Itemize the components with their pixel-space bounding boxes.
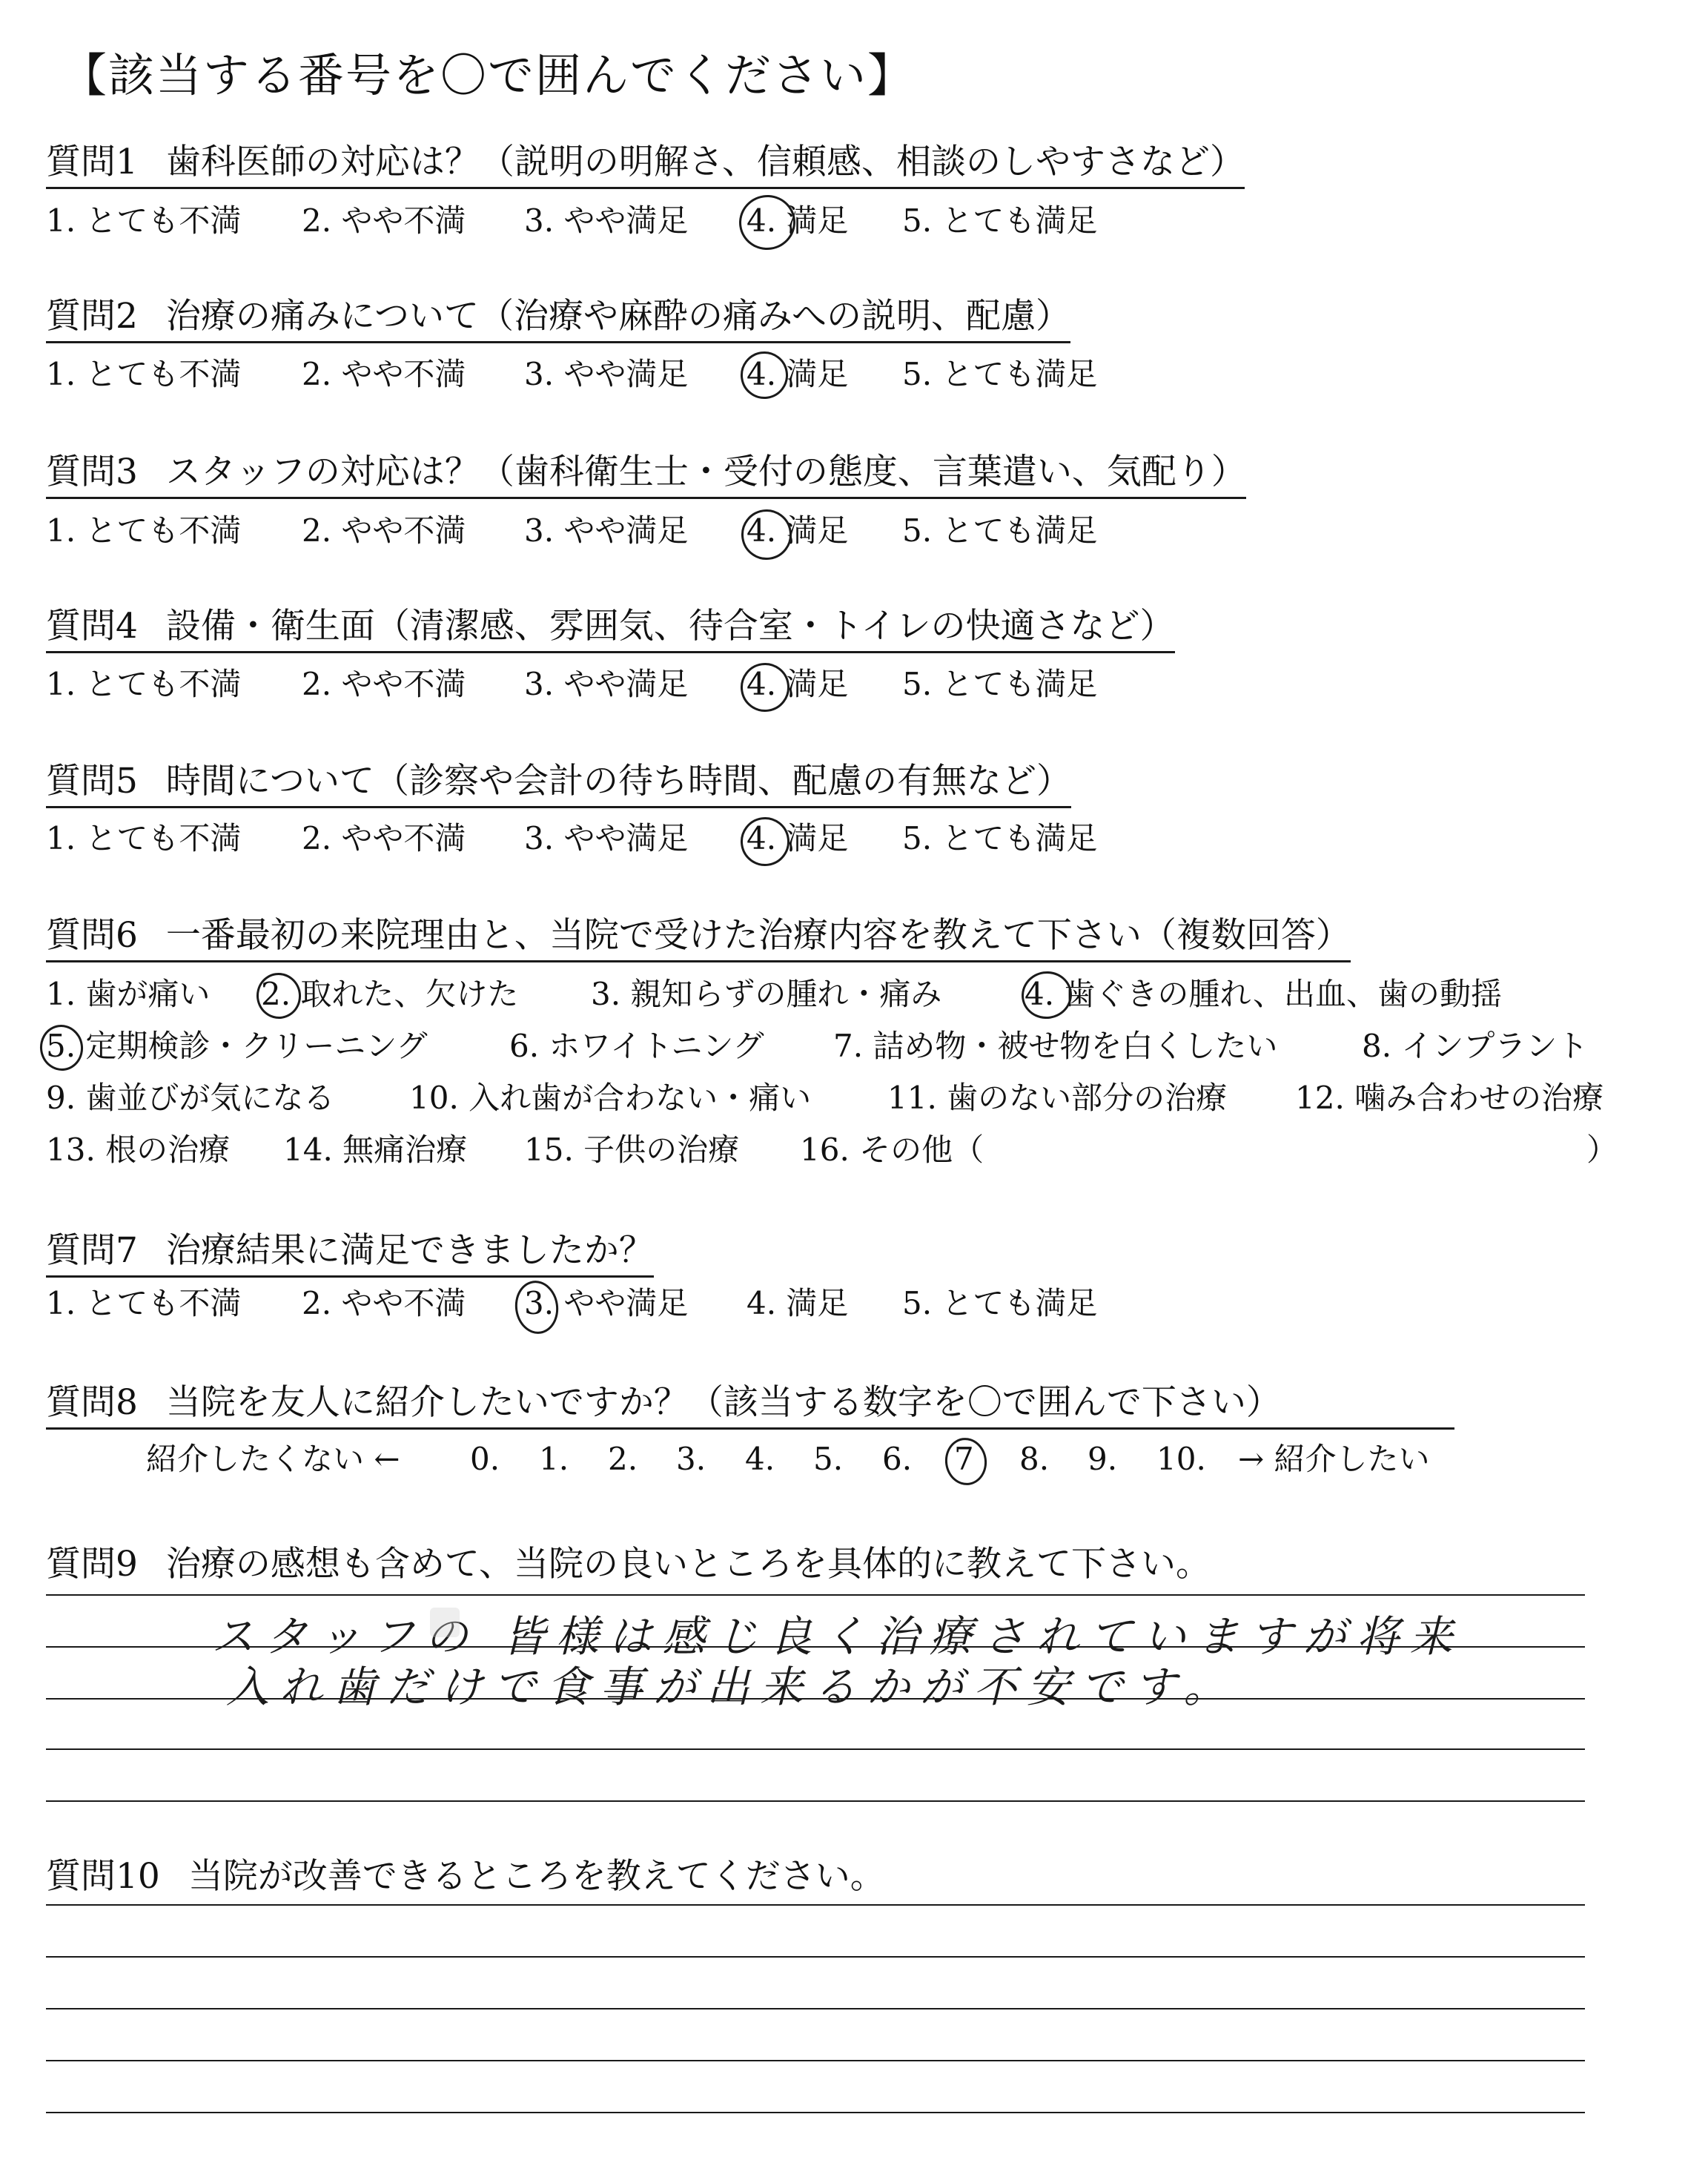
- scale-2[interactable]: 2.: [608, 1441, 638, 1477]
- question-3-text: スタッフの対応は？（歯科衛生士・受付の態度、言葉遣い、気配り）: [165, 452, 1246, 492]
- option-4[interactable]: 4. 満足: [747, 820, 849, 856]
- option-5[interactable]: 5. とても満足: [902, 820, 1098, 856]
- answer-line-4: [46, 1748, 1585, 1750]
- question-8-heading: [46, 1383, 1454, 1430]
- option-3[interactable]: 3. やや満足: [524, 202, 689, 239]
- reason-2[interactable]: 2. 取れた、欠けた: [261, 976, 519, 1012]
- scale-1[interactable]: 1.: [539, 1441, 569, 1477]
- reason-10[interactable]: 10. 入れ歯が合わない・痛い: [409, 1080, 812, 1116]
- question-4-number: 質問4: [46, 606, 138, 647]
- question-3-heading: [46, 452, 1246, 499]
- option-2[interactable]: 2. やや不満: [302, 1285, 466, 1321]
- option-2[interactable]: 2. やや不満: [302, 820, 466, 856]
- question-4-heading: [46, 607, 1175, 653]
- reason-7[interactable]: 7. 詰め物・被せ物を白くしたい: [833, 1028, 1278, 1064]
- option-3[interactable]: 3. やや満足: [524, 820, 689, 856]
- reason-14[interactable]: 14. 無痛治療: [283, 1132, 468, 1168]
- reason-16[interactable]: 16. その他（: [800, 1132, 984, 1168]
- reason-1[interactable]: 1. 歯が痛い: [46, 976, 211, 1012]
- reason-6[interactable]: 6. ホワイトニング: [509, 1028, 764, 1064]
- option-5[interactable]: 5. とても満足: [902, 666, 1098, 702]
- reason-9[interactable]: 9. 歯並びが気になる: [46, 1080, 335, 1116]
- option-3[interactable]: 3. やや満足: [524, 512, 689, 549]
- option-4[interactable]: 4. 満足: [747, 356, 849, 392]
- option-5[interactable]: 5. とても満足: [902, 512, 1098, 549]
- question-6-number: 質問6: [46, 915, 138, 956]
- scale-8[interactable]: 8.: [1019, 1441, 1050, 1477]
- reason-11[interactable]: 11. 歯のない部分の治療: [887, 1080, 1228, 1116]
- option-1[interactable]: 1. とても不満: [46, 356, 242, 392]
- option-4[interactable]: 4. 満足: [747, 202, 849, 239]
- question-7-number: 質問7: [46, 1230, 138, 1271]
- question-2-number: 質問2: [46, 296, 138, 337]
- reason-4[interactable]: 4. 歯ぐきの腫れ、出血、歯の動揺: [1025, 976, 1502, 1012]
- page-title: 【該当する番号を〇で囲んでください】: [61, 48, 916, 102]
- scale-7[interactable]: 7: [954, 1441, 974, 1477]
- reason-13[interactable]: 13. 根の治療: [46, 1132, 231, 1168]
- reason-8[interactable]: 8. インプラント: [1362, 1028, 1589, 1064]
- option-1[interactable]: 1. とても不満: [46, 666, 242, 702]
- selection-circle: [942, 1435, 990, 1487]
- question-10-heading: [46, 1849, 885, 1898]
- answer-line-4: [46, 2060, 1585, 2061]
- handwritten-answer-line-1: スタッフの 皆様は感じ良く治療されていますが将来: [211, 1611, 1463, 1662]
- question-5-text: 時間について（診察や会計の待ち時間、配慮の有無など）: [165, 761, 1071, 802]
- answer-line-1: [46, 1594, 1585, 1596]
- erased-mark: [430, 1608, 460, 1637]
- handwritten-answer-line-2: 入れ歯だけで食事が出来るかが不安です。: [226, 1662, 1237, 1712]
- answer-line-5: [46, 2112, 1585, 2113]
- question-6-text: 一番最初の来院理由と、当院で受けた治療内容を教えて下さい（複数回答）: [165, 915, 1351, 956]
- scale-9[interactable]: 9.: [1088, 1441, 1118, 1477]
- question-4-text: 設備・衛生面（清潔感、雰囲気、待合室・トイレの快適さなど）: [165, 606, 1175, 647]
- question-1-heading: [46, 142, 1245, 189]
- question-10-number: 質問10: [46, 1856, 160, 1897]
- scale-right-label: → 紹介したい: [1238, 1441, 1430, 1477]
- selection-circle: [735, 191, 799, 254]
- option-3[interactable]: 3. やや満足: [524, 356, 689, 392]
- option-5[interactable]: 5. とても満足: [902, 202, 1098, 239]
- question-1-text: 歯科医師の対応は？（説明の明解さ、信頼感、相談のしやすさなど）: [165, 142, 1245, 182]
- question-8-text: 当院を友人に紹介したいですか？（該当する数字を〇で囲んで下さい）: [165, 1382, 1281, 1423]
- scale-4[interactable]: 4.: [745, 1441, 775, 1477]
- other-close-paren: ）: [1586, 1132, 1618, 1168]
- answer-line-3: [46, 2008, 1585, 2009]
- reason-15[interactable]: 15. 子供の治療: [524, 1132, 740, 1168]
- scale-0[interactable]: 0.: [470, 1441, 500, 1477]
- question-3-number: 質問3: [46, 452, 138, 492]
- answer-line-2: [46, 1956, 1585, 1958]
- option-3[interactable]: 3. やや満足: [524, 666, 689, 702]
- option-4[interactable]: 4. 満足: [747, 1285, 849, 1321]
- option-4[interactable]: 4. 満足: [747, 666, 849, 702]
- question-10-text: 当院が改善できるところを教えてください。: [188, 1856, 885, 1897]
- option-2[interactable]: 2. やや不満: [302, 356, 466, 392]
- option-5[interactable]: 5. とても満足: [902, 1285, 1098, 1321]
- reason-12[interactable]: 12. 噛み合わせの治療: [1295, 1080, 1604, 1116]
- scale-10[interactable]: 10.: [1156, 1441, 1206, 1477]
- question-1-number: 質問1: [46, 142, 138, 182]
- question-6-heading: [46, 916, 1351, 962]
- question-2-heading: [46, 297, 1070, 343]
- option-1[interactable]: 1. とても不満: [46, 1285, 242, 1321]
- scale-6[interactable]: 6.: [882, 1441, 913, 1477]
- question-9-number: 質問9: [46, 1544, 138, 1585]
- option-3[interactable]: 3. やや満足: [524, 1285, 689, 1321]
- option-1[interactable]: 1. とても不満: [46, 202, 242, 239]
- question-7-text: 治療結果に満足できましたか？: [165, 1230, 654, 1271]
- answer-line-1: [46, 1904, 1585, 1906]
- option-2[interactable]: 2. やや不満: [302, 512, 466, 549]
- option-4[interactable]: 4. 満足: [747, 512, 849, 549]
- question-5-number: 質問5: [46, 761, 138, 802]
- option-1[interactable]: 1. とても不満: [46, 512, 242, 549]
- option-2[interactable]: 2. やや不満: [302, 202, 466, 239]
- question-5-heading: [46, 762, 1071, 808]
- scale-3[interactable]: 3.: [676, 1441, 706, 1477]
- answer-line-5: [46, 1800, 1585, 1802]
- option-2[interactable]: 2. やや不満: [302, 666, 466, 702]
- option-1[interactable]: 1. とても不満: [46, 820, 242, 856]
- question-2-text: 治療の痛みについて（治療や麻酔の痛みへの説明、配慮）: [165, 296, 1071, 337]
- reason-5[interactable]: 5. 定期検診・クリーニング: [46, 1028, 428, 1064]
- reason-3[interactable]: 3. 親知らずの腫れ・痛み: [591, 976, 942, 1012]
- scale-5[interactable]: 5.: [813, 1441, 844, 1477]
- question-8-number: 質問8: [46, 1382, 138, 1423]
- scale-left-label: 紹介したくない ←: [146, 1441, 400, 1477]
- option-5[interactable]: 5. とても満足: [902, 356, 1098, 392]
- question-9-text: 治療の感想も含めて、当院の良いところを具体的に教えて下さい。: [165, 1544, 1211, 1585]
- question-9-heading: [46, 1536, 1211, 1586]
- question-7-heading: [46, 1231, 654, 1278]
